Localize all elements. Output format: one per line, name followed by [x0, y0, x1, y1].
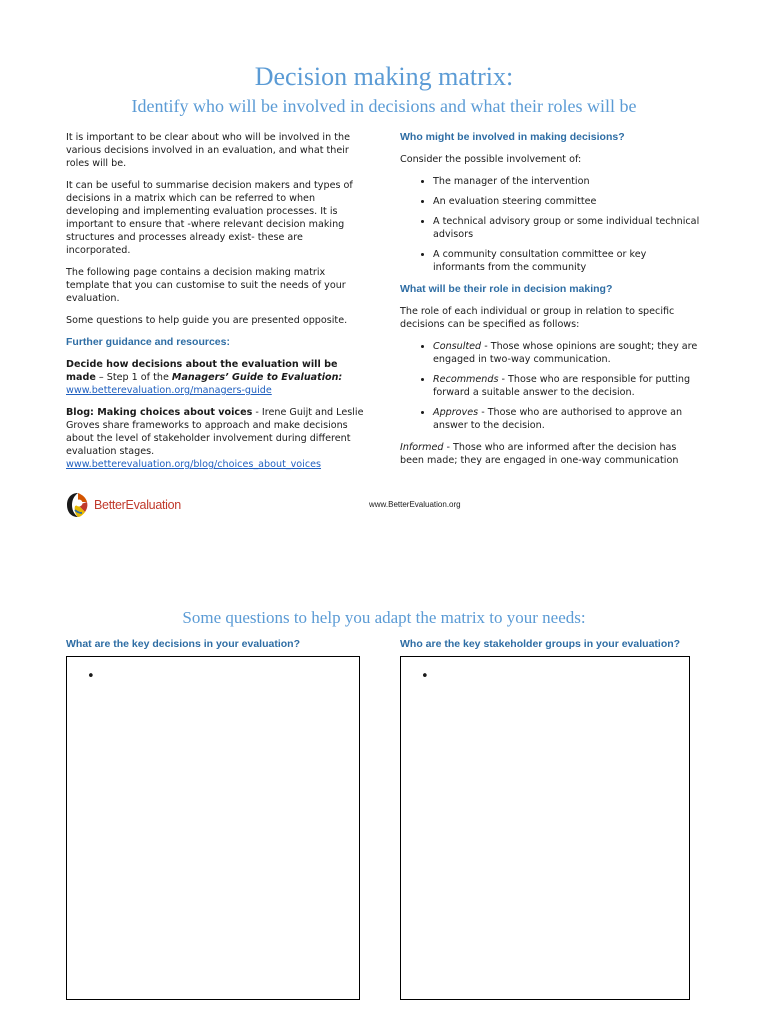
informed-description: - Those who are informed after the decision has been made; they are engaged in one-way communication: [400, 442, 679, 466]
right-column: [400, 131, 700, 476]
list-item: • The manager of the intervention: [433, 175, 700, 188]
guide-resource: [66, 358, 370, 397]
who-heading: Who might be involved in making decisions?: [400, 131, 625, 143]
logo-text: BetterEvaluation: [94, 498, 181, 512]
roles-list: [400, 340, 700, 432]
template-paragraph: The following page contains a decision making matrix template that you can customise to suit the needs of your evaluation.: [66, 267, 346, 304]
page-subtitle: Identify who will be involved in decisions and what their roles will be: [131, 96, 637, 116]
list-item: • A technical advisory group or some individual technical advisors: [433, 215, 700, 241]
role-description: - Those who are authorised to approve an answer to the decision.: [433, 407, 683, 431]
guide-resource-title: Decide how decisions about the evaluation will be made: [66, 359, 338, 383]
questions-paragraph: Some questions to help guide you are presented opposite.: [66, 315, 348, 326]
footer-url[interactable]: www.BetterEvaluation.org: [369, 500, 461, 509]
blog-resource: [66, 406, 370, 471]
role-description: - Those who are responsible for putting forward a suitable answer to the decision.: [433, 374, 691, 398]
role-term: Consulted: [433, 341, 482, 352]
key-decisions-label: What are the key decisions in your evaluation?: [66, 638, 300, 650]
blog-link[interactable]: www.betterevaluation.org/blog/choices_about_voices: [66, 459, 322, 470]
key-stakeholders-box[interactable]: [400, 656, 690, 1000]
left-column: [66, 131, 370, 480]
further-guidance-heading: Further guidance and resources:: [66, 336, 230, 348]
key-decisions-box[interactable]: [66, 656, 360, 1000]
managers-guide-link[interactable]: www.betterevaluation.org/managers-guide: [66, 385, 272, 396]
bullet: •: [87, 669, 95, 684]
questions-title: Some questions to help you adapt the matrix to your needs:: [182, 608, 586, 627]
matrix-paragraph: It can be useful to summarise decision makers and types of decisions in a matrix which can be referred to when developing and implementing evaluation processes. It is important to ensure that -where relevant decision making structures and processes already exist- these are incorporated.: [66, 180, 353, 256]
bettereval-logo-icon: [66, 492, 90, 518]
involvement-list: [400, 175, 700, 274]
logo: [66, 492, 181, 518]
list-item: [433, 406, 700, 432]
role-heading: What will be their role in decision making?: [400, 283, 613, 295]
guide-resource-text: – Step 1 of the: [95, 372, 172, 383]
guide-resource-book: Managers’ Guide to Evaluation:: [171, 372, 343, 383]
list-item: • An evaluation steering committee: [433, 195, 700, 208]
page-title: Decision making matrix:: [254, 62, 514, 91]
list-item: [433, 340, 700, 366]
consider-text: Consider the possible involvement of:: [400, 154, 582, 165]
blog-resource-title: Blog: Making choices about voices: [66, 407, 253, 418]
role-term: Approves: [433, 407, 479, 418]
list-item: • A community consultation committee or key informants from the community: [433, 248, 700, 274]
informed-text: [400, 441, 700, 467]
list-item: [433, 373, 700, 399]
role-intro: The role of each individual or group in relation to specific decisions can be specified as follows:: [400, 306, 675, 330]
bullet: •: [421, 669, 429, 684]
intro-paragraph: It is important to be clear about who will be involved in the various decisions involved in an evaluation, and what their roles will be.: [66, 132, 350, 169]
blog-resource-text: - Irene Guijt and Leslie Groves share frameworks to approach and make decisions about the level of stakeholder involvement during different evaluation stages.: [66, 407, 364, 457]
role-description: - Those whose opinions are sought; they are engaged in two-way communication.: [433, 341, 698, 365]
informed-term: Informed: [400, 442, 444, 453]
role-term: Recommends: [433, 374, 499, 385]
key-stakeholders-label: Who are the key stakeholder groups in your evaluation?: [400, 638, 681, 650]
